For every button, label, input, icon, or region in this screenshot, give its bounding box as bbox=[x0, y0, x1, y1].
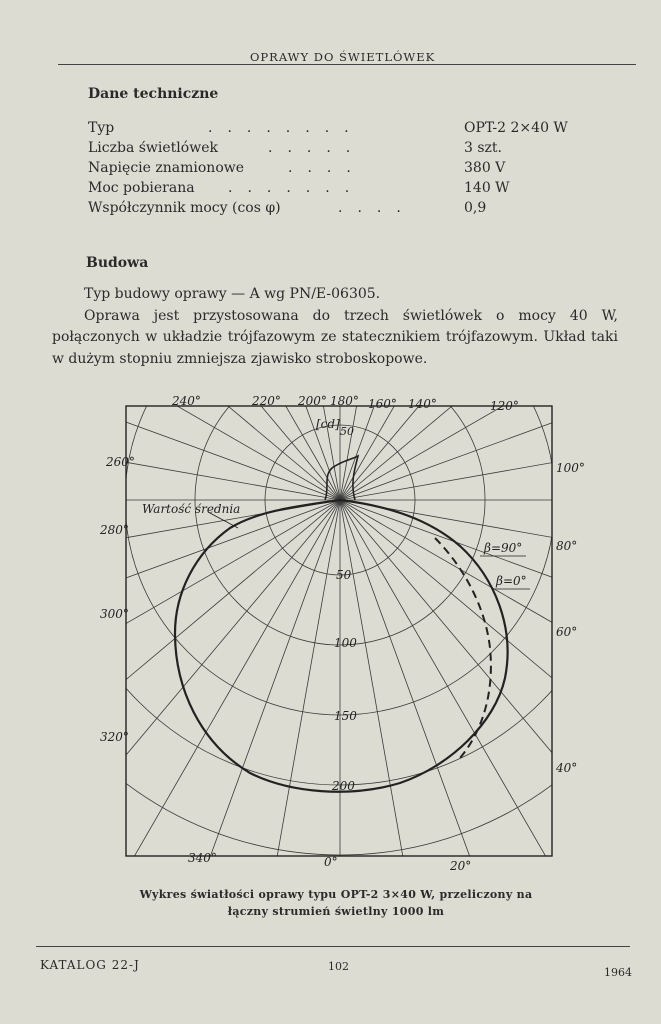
budowa-title: Budowa bbox=[86, 255, 149, 271]
angle-label: 120° bbox=[490, 399, 519, 413]
angle-label: 140° bbox=[408, 397, 437, 411]
grid-ray bbox=[0, 500, 340, 950]
grid-ray bbox=[340, 0, 579, 500]
spec-dots: .... bbox=[288, 160, 366, 176]
angle-label: 20° bbox=[450, 859, 472, 873]
grid-ray bbox=[340, 0, 462, 500]
radial-label-50: 50 bbox=[340, 425, 354, 438]
grid-ray bbox=[340, 500, 661, 622]
radial-label-200: 200 bbox=[332, 779, 355, 793]
spec-dots: .... bbox=[338, 200, 416, 216]
spec-label: Typ bbox=[88, 120, 115, 136]
angle-label: 40° bbox=[556, 761, 578, 775]
polar-intensity-diagram bbox=[100, 388, 585, 878]
grid-ray bbox=[340, 0, 661, 500]
budowa-paragraph: Oprawa jest przystosowana do trzech świetlówek o mocy 40 W, połączonych w układzie trójfazowym ze statecznikiem trójfazowym. Układ taki w dużym stopniu zmniejsza zjawisko stroboskopowe. bbox=[52, 307, 618, 367]
grid-ray bbox=[0, 500, 340, 850]
angle-label: 180° bbox=[330, 394, 359, 408]
spec-label: Moc pobierana bbox=[88, 180, 195, 196]
footer-catalog: KATALOG 22-J bbox=[40, 958, 140, 972]
caption-line: łączny strumień świetlny 1000 lm bbox=[227, 905, 445, 918]
budowa-paragraph: Typ budowy oprawy — A wg PN/E-06305. bbox=[84, 286, 381, 302]
spec-row bbox=[88, 198, 598, 218]
grid-ray bbox=[0, 0, 340, 500]
budowa-text bbox=[52, 284, 618, 370]
page-header: OPRAWY DO ŚWIETLÓWEK bbox=[250, 50, 436, 64]
footer-year: 1964 bbox=[604, 966, 632, 979]
spec-row bbox=[88, 138, 598, 158]
specs-title: Dane techniczne bbox=[88, 86, 219, 102]
grid-ray bbox=[0, 500, 340, 739]
spec-label: Liczba świetlówek bbox=[88, 140, 218, 156]
figure-caption bbox=[96, 886, 576, 920]
angle-label: 60° bbox=[556, 625, 578, 639]
angle-label: 240° bbox=[172, 394, 201, 408]
angle-label: 160° bbox=[368, 397, 397, 411]
angle-label: 220° bbox=[252, 394, 281, 408]
header-rule bbox=[58, 64, 636, 65]
grid-ray bbox=[340, 500, 661, 950]
angle-label: 320° bbox=[100, 730, 129, 744]
spec-value: OPT-2 2×40 W bbox=[464, 120, 568, 136]
radial-label-50: 50 bbox=[336, 568, 352, 582]
grid-ray bbox=[340, 0, 661, 500]
angle-label: 340° bbox=[188, 851, 217, 865]
spec-value: 140 W bbox=[464, 180, 510, 196]
legend-mean: Wartość średnia bbox=[142, 502, 241, 516]
unit-label: [cd] bbox=[316, 417, 340, 431]
spec-value: 0,9 bbox=[464, 200, 487, 216]
spec-row bbox=[88, 118, 598, 138]
caption-line: Wykres światłości oprawy typu OPT-2 3×40 W, przeliczony na bbox=[139, 888, 533, 901]
angle-label: 0° bbox=[324, 855, 338, 869]
spec-dots: ....... bbox=[228, 180, 365, 196]
angle-label: 300° bbox=[100, 607, 129, 621]
angle-label: 200° bbox=[298, 394, 327, 408]
grid-ray bbox=[340, 500, 661, 739]
angle-label: 80° bbox=[556, 539, 578, 553]
spec-row bbox=[88, 158, 598, 178]
radial-label-150: 150 bbox=[334, 709, 357, 723]
spec-dots: ..... bbox=[268, 140, 366, 156]
spec-value: 380 V bbox=[464, 160, 506, 176]
angle-label: 100° bbox=[556, 461, 585, 475]
footer-page-number: 102 bbox=[328, 960, 349, 973]
angle-label: 280° bbox=[100, 523, 129, 537]
radial-label-100: 100 bbox=[334, 636, 357, 650]
legend-beta-90: β=90° bbox=[484, 541, 523, 555]
spec-row bbox=[88, 178, 598, 198]
legend-beta-0: β=0° bbox=[496, 574, 527, 588]
grid-ray bbox=[101, 0, 340, 500]
spec-label: Napięcie znamionowe bbox=[88, 160, 245, 176]
spec-label: Współczynnik mocy (cos φ) bbox=[88, 200, 281, 216]
footer-rule bbox=[36, 946, 630, 947]
spec-value: 3 szt. bbox=[464, 140, 502, 156]
grid-ray bbox=[0, 0, 340, 500]
angle-label: 260° bbox=[106, 455, 135, 469]
spec-table bbox=[88, 118, 598, 218]
spec-dots: ........ bbox=[208, 120, 364, 136]
